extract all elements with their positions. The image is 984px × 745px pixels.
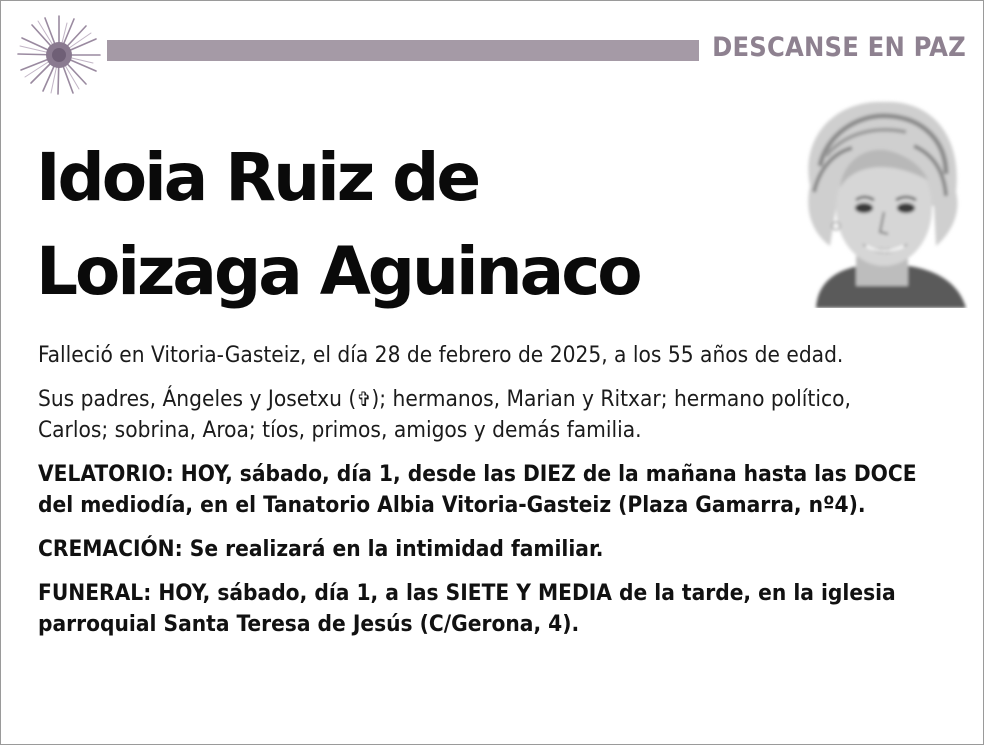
funeral-paragraph: FUNERAL: HOY, sábado, día 1, a las SIETE Y MEDIA de la tarde, en la iglesia parroquial Santa Teresa de Jesús (C/Gerona, 4).: [38, 580, 896, 637]
family-text-start: Sus padres, Ángeles y Josetxu (: [38, 386, 357, 412]
notice-body: [38, 340, 918, 653]
family-text-end: ); hermanos, Marian y Ritxar; hermano político, Carlos; sobrina, Aroa; tíos, primos, amigos y demás familia.: [38, 386, 851, 443]
deceased-portrait: [796, 96, 968, 308]
name-line-1: Idoia Ruiz de: [36, 139, 479, 216]
cross-icon: ✞: [356, 387, 372, 411]
name-line-2: Loizaga Aguinaco: [36, 233, 640, 310]
death-paragraph: Falleció en Vitoria-Gasteiz, el día 28 de febrero de 2025, a los 55 años de edad.: [38, 342, 844, 368]
deceased-name: [36, 131, 776, 319]
header-label: DESCANSE EN PAZ: [712, 32, 966, 63]
thistle-flower-emblem: [15, 13, 103, 97]
header-band: [107, 40, 699, 61]
family-paragraph: [38, 384, 918, 446]
wake-paragraph: VELATORIO: HOY, sábado, día 1, desde las DIEZ de la mañana hasta las DOCE del mediodía, en el Tanatorio Albia Vitoria-Gasteiz (Plaza Gamarra, nº4).: [38, 461, 917, 518]
cremation-paragraph: CREMACIÓN: Se realizará en la intimidad familiar.: [38, 536, 604, 562]
